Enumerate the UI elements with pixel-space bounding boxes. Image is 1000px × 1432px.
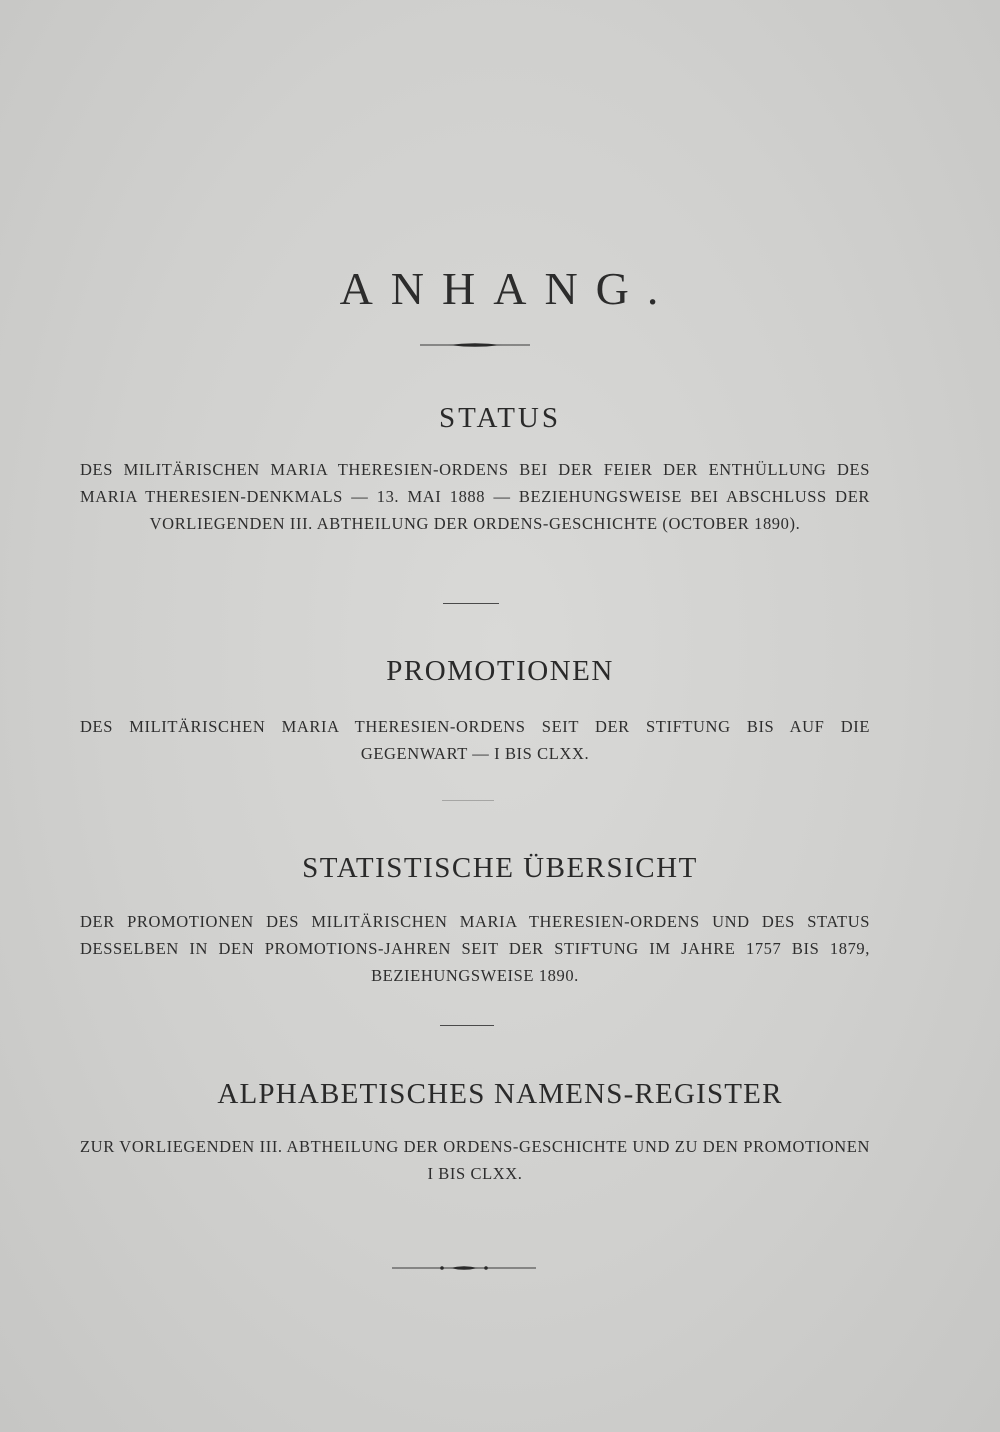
section-text-status: DES MILITÄRISCHEN MARIA THERESIEN-ORDENS BEI DER FEIER DER ENTHÜLLUNG DES MARIA THERESIEN-DENKMALS — 13. MAI 1888 — BEZIEHUNGSWEISE BEI ABSCHLUSS DER VORLIEGENDEN III. ABTHEILUNG DER ORDENS-GESCHICHTE (OCTOBER 1890). [80, 460, 870, 533]
dotted-rule-ornament-icon [392, 1263, 536, 1273]
section-divider [442, 800, 494, 801]
main-heading: ANHANG. [339, 263, 677, 314]
tapered-rule-ornament-icon [420, 341, 530, 349]
section-divider [440, 1025, 494, 1026]
section-divider [443, 603, 499, 604]
section-text-promotionen: DES MILITÄRISCHEN MARIA THERESIEN-ORDENS SEIT DER STIFTUNG BIS AUF DIE GEGENWART — I BIS CLXX. [80, 717, 870, 763]
section-title-register: ALPHABETISCHES NAMENS-REGISTER [217, 1078, 783, 1110]
section-text-register: ZUR VORLIEGENDEN III. ABTHEILUNG DER ORDENS-GESCHICHTE UND ZU DEN PROMOTIONEN I BIS CLXX. [80, 1137, 870, 1183]
section-text-statistik: DER PROMOTIONEN DES MILITÄRISCHEN MARIA THERESIEN-ORDENS UND DES STATUS DESSELBEN IN DEN PROMOTIONS-JAHREN SEIT DER STIFTUNG IM JAHRE 1757 BIS 1879, BEZIEHUNGSWEISE 1890. [80, 912, 870, 985]
section-title-status: STATUS [438, 402, 562, 434]
section-title-promotionen: PROMOTIONEN [386, 655, 614, 687]
section-title-statistik: STATISTISCHE ÜBERSICHT [302, 852, 698, 884]
